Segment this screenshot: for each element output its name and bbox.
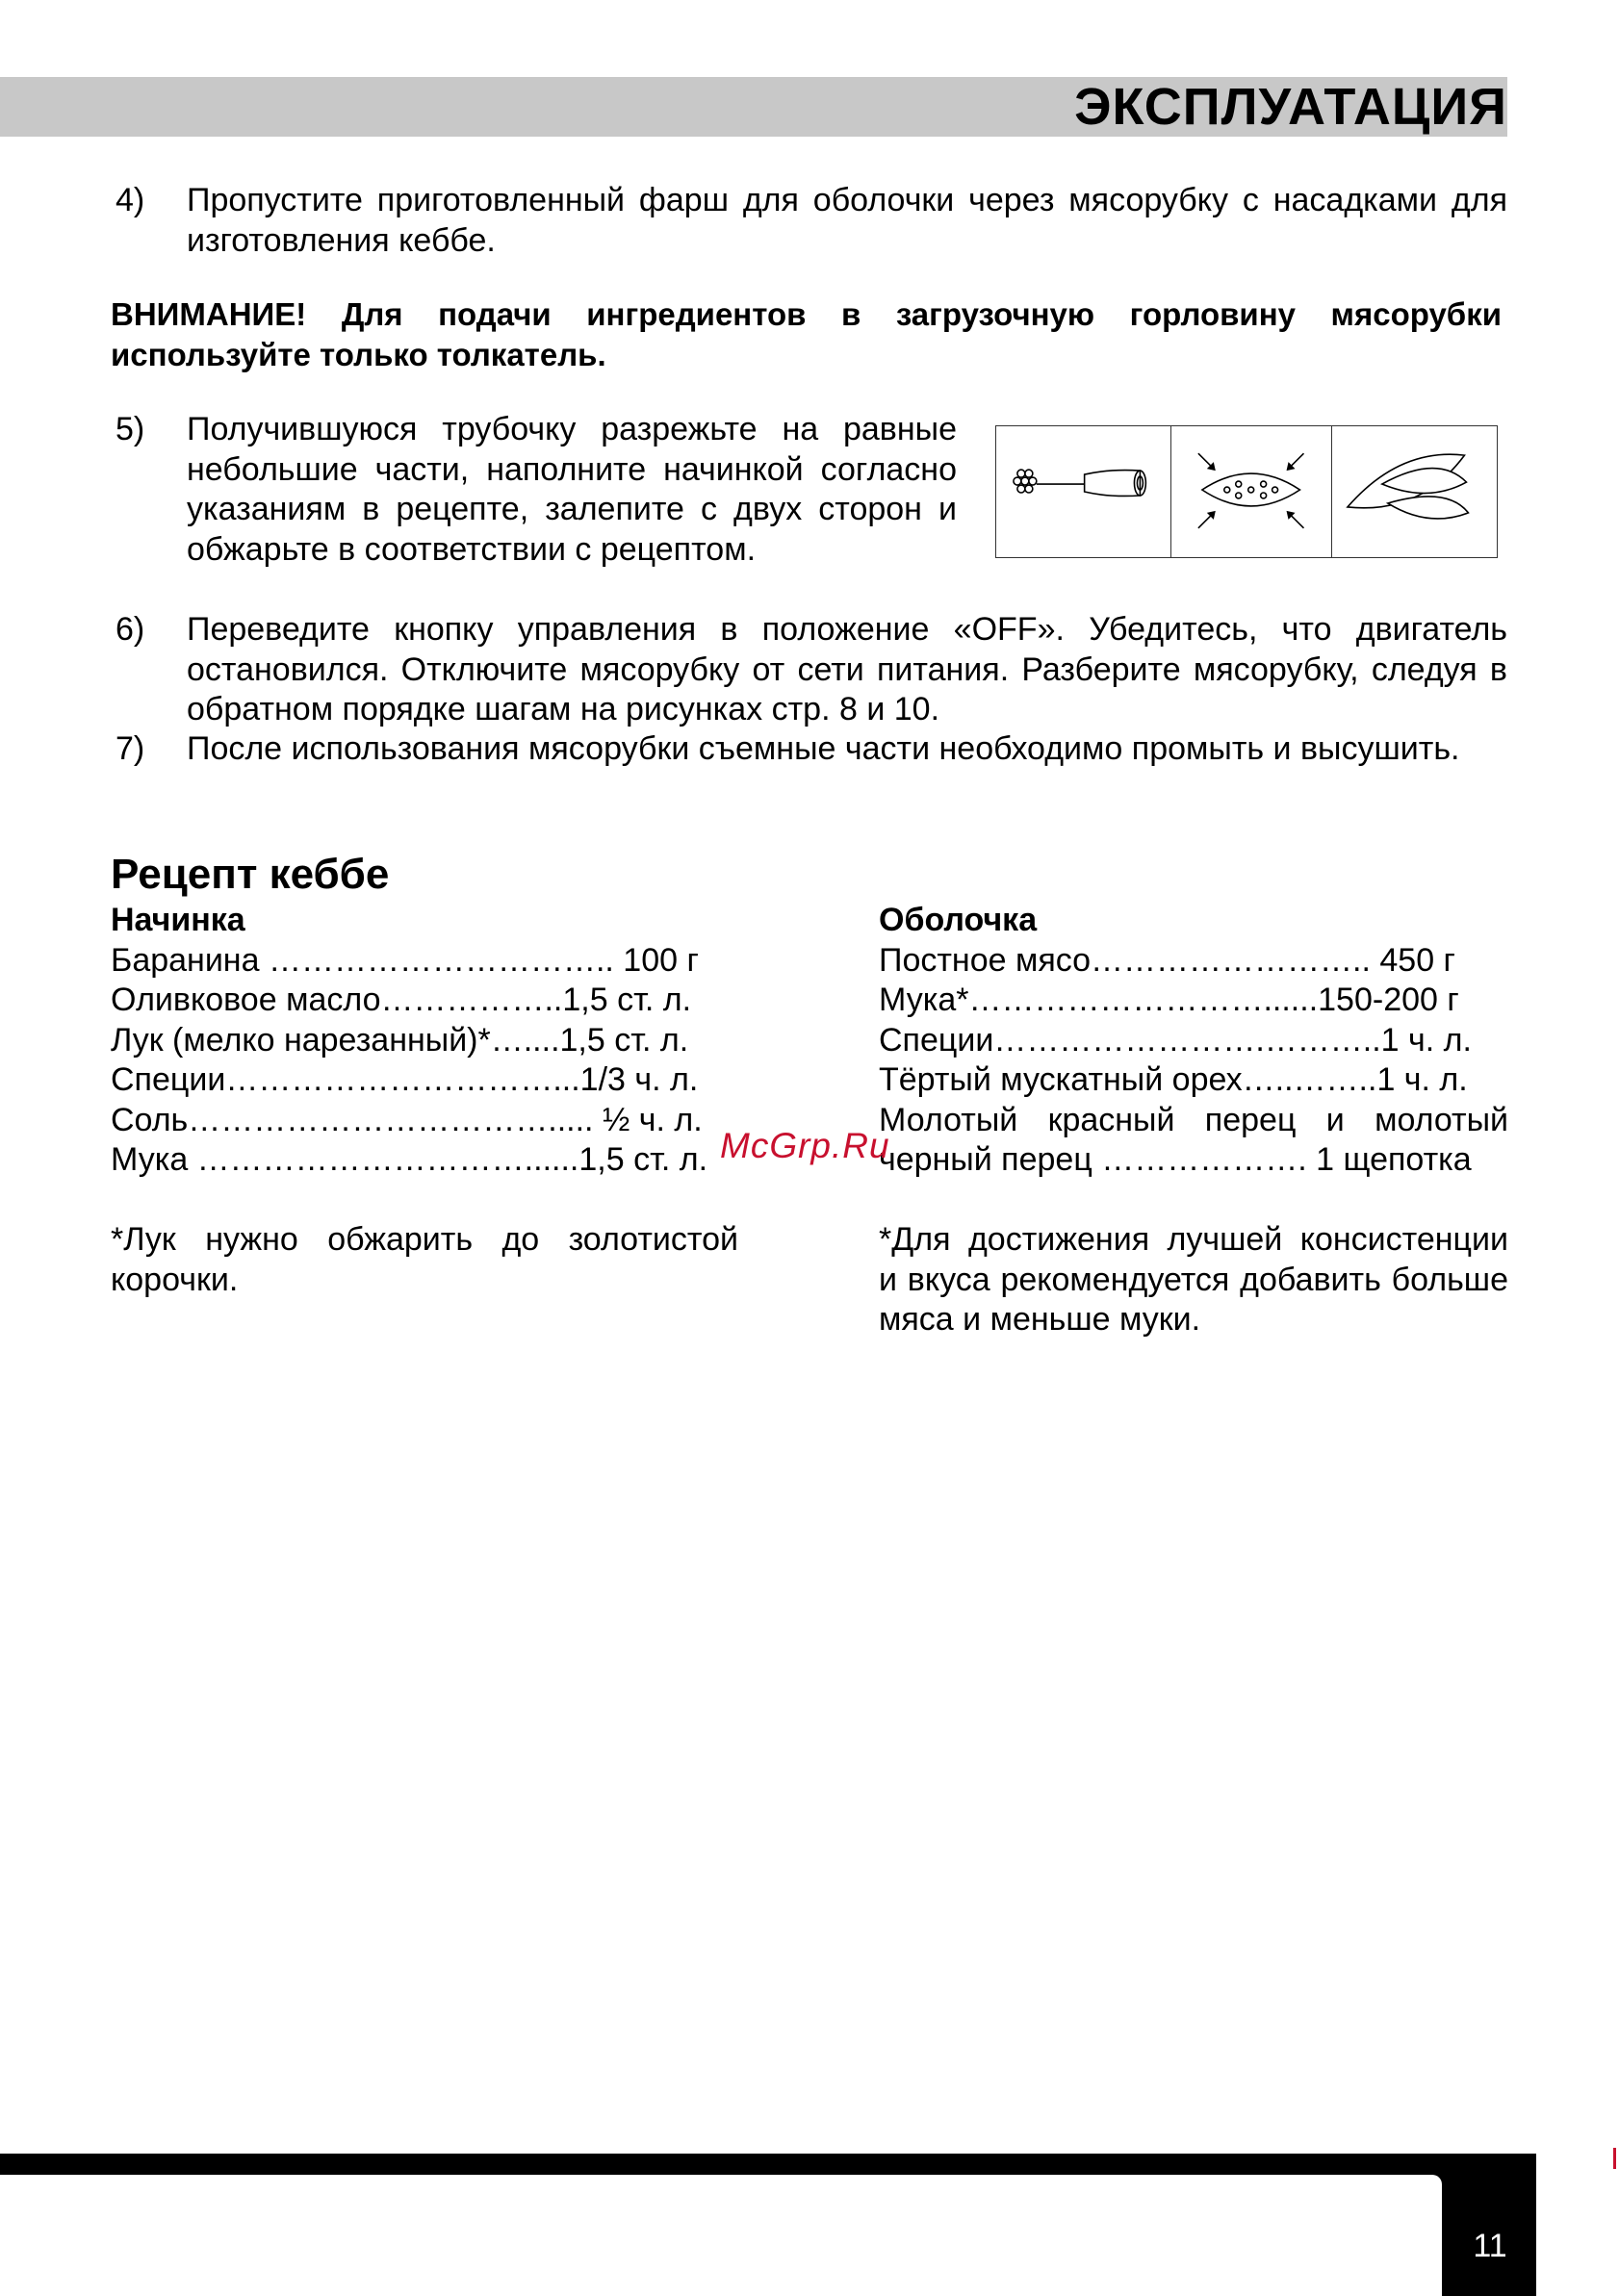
filling-heading: Начинка bbox=[111, 902, 245, 938]
step-number: 6) bbox=[116, 611, 145, 648]
ingredient-line: Мука …………………………......1,5 ст. л. bbox=[111, 1141, 708, 1178]
step-6 bbox=[116, 610, 1507, 730]
ingredient-line: Специи…………………….………..1 ч. л. bbox=[879, 1021, 1472, 1059]
recipe-title: Рецепт кеббе bbox=[111, 851, 390, 898]
tube-icon bbox=[996, 426, 1170, 557]
warning-text: ВНИМАНИЕ! Для подачи ингредиентов в загрузочную горловину мясорубки используйте только толкатель. bbox=[111, 296, 1502, 372]
fill-panel bbox=[1170, 426, 1330, 557]
step-5 bbox=[116, 410, 957, 570]
step-text: После использования мясорубки съемные части необходимо промыть и высушить. bbox=[187, 730, 1460, 767]
step-number: 5) bbox=[116, 411, 145, 447]
ingredient-line: Тёртый мускатный орех…..……..1 ч. л. bbox=[879, 1061, 1468, 1098]
filling-note: *Лук нужно обжарить до золотистой корочки. bbox=[111, 1221, 738, 1298]
step-number: 4) bbox=[116, 182, 145, 218]
tube-panel bbox=[996, 426, 1170, 557]
shell-heading: Оболочка bbox=[879, 902, 1038, 938]
ingredient-line: Постное мясо…………………….. 450 г bbox=[879, 941, 1455, 979]
page-title: ЭКСПЛУАТАЦИЯ bbox=[1074, 78, 1507, 136]
step-text: Переведите кнопку управления в положение «OFF». Убедитесь, что двигатель остановился. Отключите мясорубку от сети питания. Разберите мясорубку, следуя в обратном порядке шагам на рисунках стр. 8 и 10. bbox=[187, 611, 1507, 727]
filling-column bbox=[111, 901, 738, 1300]
stuffed-kebbe-icon bbox=[1171, 426, 1330, 557]
kebbe-shapes-icon bbox=[1332, 426, 1497, 557]
footer-bar bbox=[0, 2154, 1536, 2296]
step-text: Пропустите приготовленный фарш для оболочки через мясорубку с насадками для изготовления кеббе. bbox=[187, 182, 1507, 259]
ingredient-line: Специи…………………………...1/3 ч. л. bbox=[111, 1061, 699, 1098]
shaped-panel bbox=[1331, 426, 1497, 557]
ingredient-line: Лук (мелко нарезанный)*…....1,5 ст. л. bbox=[111, 1021, 689, 1059]
step-number: 7) bbox=[116, 730, 145, 767]
footer-panel bbox=[0, 2175, 1442, 2296]
ingredient-line: Оливковое масло……………..1,5 ст. л. bbox=[111, 982, 692, 1018]
kebbe-steps-illustration bbox=[995, 425, 1498, 558]
step-text: Получившуюся трубочку разрежьте на равные небольшие части, наполните начинкой согласно указаниям в рецепте, залепите с двух сторон и обжарьте в соответствии с рецептом. bbox=[187, 411, 957, 568]
ingredient-line: Молотый красный перец и молотый черный перец ………………. 1 щепотка bbox=[879, 1101, 1508, 1178]
ingredient-line: Соль……………………………..... ½ ч. л. bbox=[111, 1101, 703, 1138]
ingredient-line: Мука*………………………......150-200 г bbox=[879, 982, 1459, 1018]
ingredient-line: Баранина ………………………….. 100 г bbox=[111, 941, 699, 979]
step-4 bbox=[116, 181, 1507, 261]
shell-column bbox=[879, 901, 1508, 1340]
watermark: McGrp.Ru bbox=[720, 1126, 890, 1165]
edge-mark bbox=[1613, 2148, 1616, 2169]
page-number: 11 bbox=[1473, 2228, 1507, 2264]
header-bar bbox=[0, 77, 1507, 137]
step-7 bbox=[116, 729, 1507, 770]
shell-note: *Для достижения лучшей консистенции и вкуса рекомендуется добавить больше мяса и меньше муки. bbox=[879, 1221, 1508, 1338]
